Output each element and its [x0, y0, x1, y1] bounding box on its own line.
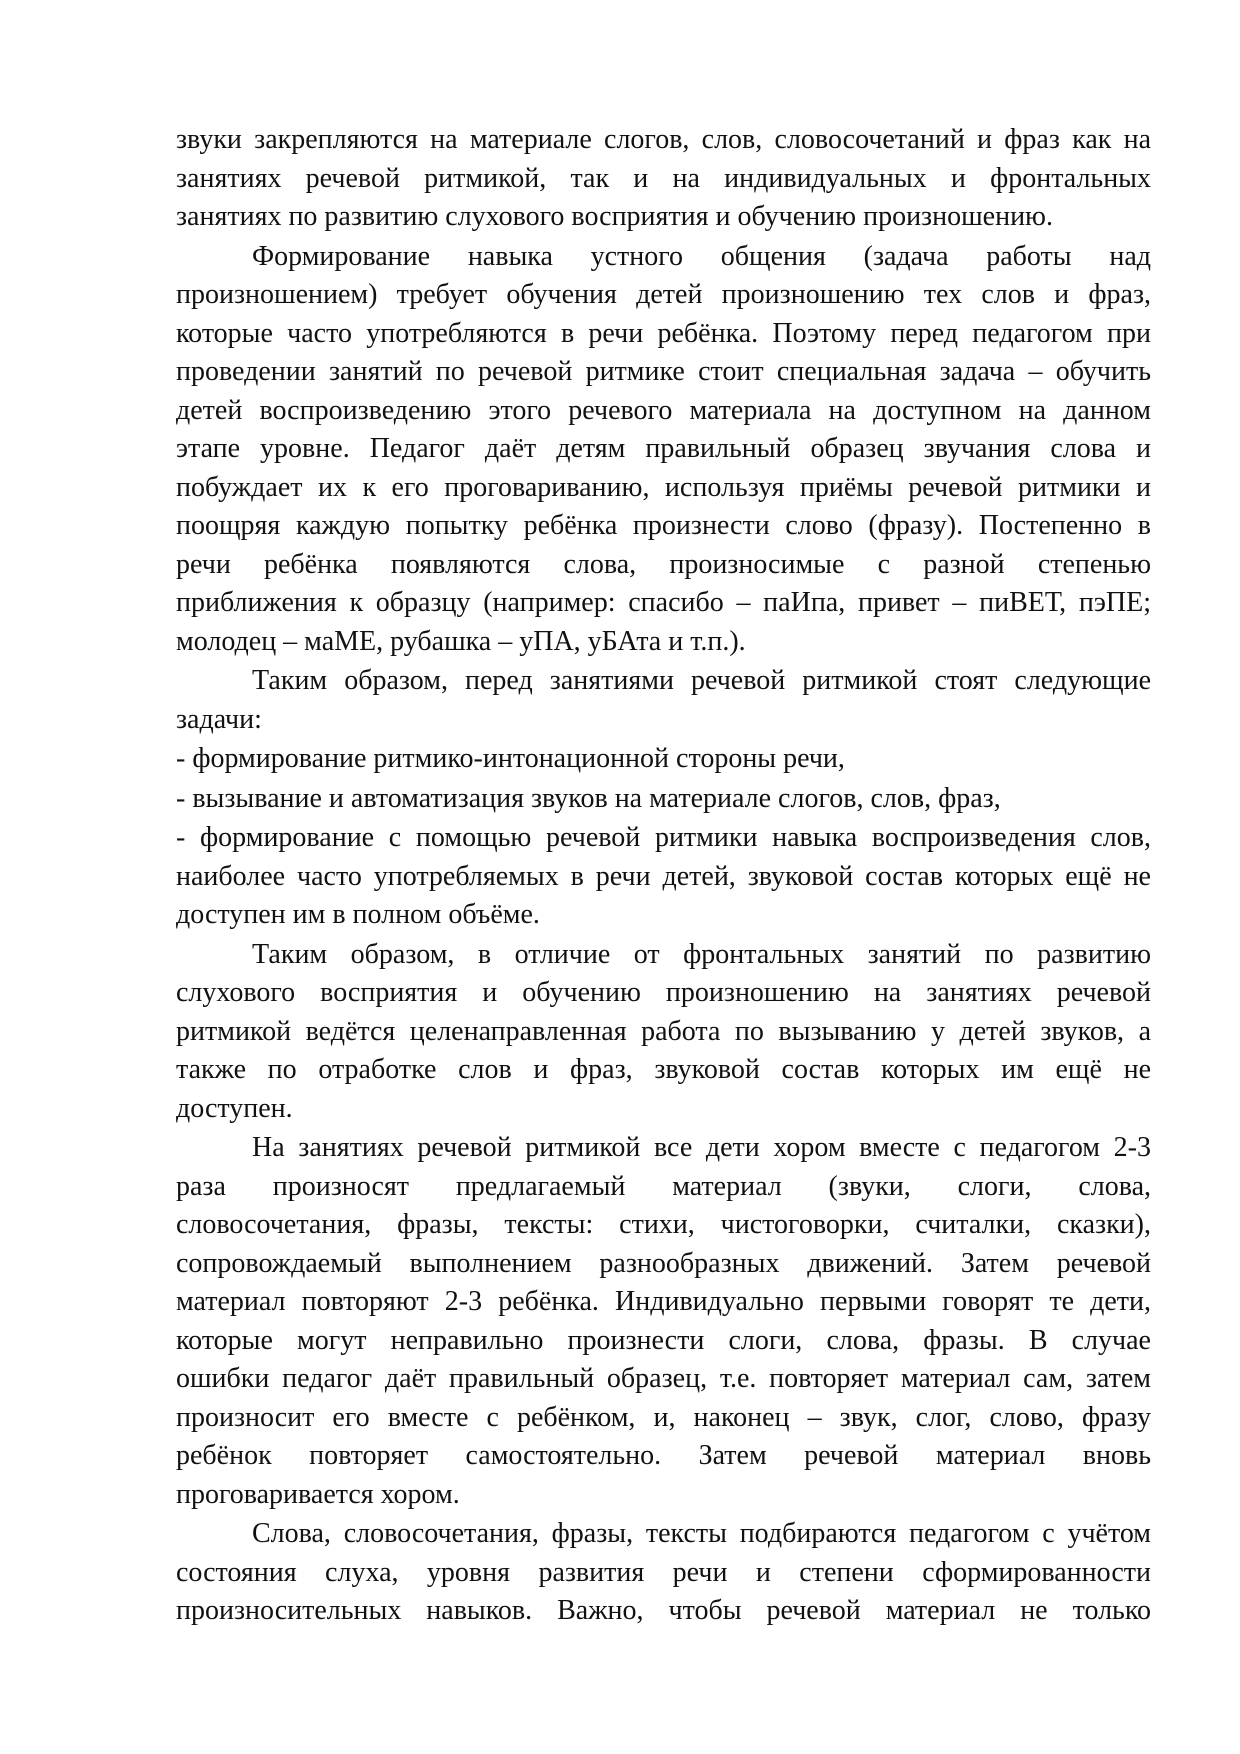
text-line: - формирование с помощью речевой ритмики навыка воспроизведения слов, [176, 822, 1151, 853]
text-line: раза произносят предлагаемый материал (звуки, слоги, слова, [176, 1170, 1151, 1202]
text-line: Таким образом, в отличие от фронтальных занятий по развитию [252, 938, 1151, 970]
text-line: произносительных навыков. Важно, чтобы речевой материал не только [176, 1595, 1151, 1626]
text-line: которые могут неправильно произнести слоги, слова, фразы. В случае [176, 1324, 1151, 1356]
paragraph [176, 780, 1151, 819]
text-line: - вызывание и автоматизация звуков на материале слогов, слов, фраз, [176, 782, 1001, 814]
text-line: ошибки педагог даёт правильный образец, т.е. повторяет материал сам, затем [176, 1363, 1151, 1394]
text-line: Формирование навыка устного общения (задача работы над [252, 240, 1151, 272]
paragraph [176, 662, 1151, 739]
text-line: материал повторяют 2-3 ребёнка. Индивидуально первыми говорят те дети, [176, 1286, 1151, 1317]
text-line: наиболее часто употребляемых в речи детей, звуковой состав которых ещё не [176, 860, 1151, 892]
text-line: доступен. [176, 1092, 293, 1124]
text-line: слухового восприятия и обучению произношению на занятиях речевой [176, 977, 1151, 1008]
text-line: занятиях по развитию слухового восприятия и обучению произношению. [176, 201, 1053, 232]
text-line: задачи: [176, 703, 262, 735]
text-line: занятиях речевой ритмикой, так и на индивидуальных и фронтальных [176, 162, 1151, 194]
text-line: Таким образом, перед занятиями речевой ритмикой стоят следующие [252, 665, 1151, 696]
text-line: доступен им в полном объёме. [176, 899, 540, 930]
paragraph [176, 238, 1151, 662]
text-line: детей воспроизведению этого речевого материала на доступном на данном [176, 394, 1151, 426]
text-line: ритмикой ведётся целенаправленная работа по вызыванию у детей звуков, а [176, 1015, 1151, 1047]
text-line: На занятиях речевой ритмикой все дети хором вместе с педагогом 2-3 [252, 1132, 1151, 1163]
text-line: которые часто употребляются в речи ребёнка. Поэтому перед педагогом при [176, 317, 1151, 349]
text-line: поощряя каждую попытку ребёнка произнести слово (фразу). Постепенно в [176, 510, 1151, 541]
paragraph [176, 936, 1151, 1129]
paragraph [176, 121, 1151, 237]
text-line: речи ребёнка появляются слова, произносимые с разной степенью [176, 548, 1151, 580]
text-line: состояния слуха, уровня развития речи и степени сформированности [176, 1556, 1151, 1588]
text-line: молодец – маМЕ, рубашка – уПА, уБАта и т.п.). [176, 625, 746, 657]
paragraph [176, 1129, 1151, 1514]
text-line: сопровождаемый выполнением разнообразных движений. Затем речевой [176, 1247, 1151, 1279]
text-line: этапе уровне. Педагог даёт детям правильный образец звучания слова и [176, 433, 1151, 464]
text-line: словосочетания, фразы, тексты: стихи, чистоговорки, считалки, сказки), [176, 1209, 1151, 1240]
text-line: Слова, словосочетания, фразы, тексты подбираются педагогом с учётом [252, 1518, 1151, 1549]
text-line: проговаривается хором. [176, 1478, 460, 1510]
text-line: ребёнок повторяет самостоятельно. Затем речевой материал вновь [176, 1440, 1151, 1471]
paragraph [176, 819, 1151, 935]
text-line: звуки закрепляются на материале слогов, слов, словосочетаний и фраз как на [176, 124, 1151, 155]
text-line: произносит его вместе с ребёнком, и, наконец – звук, слог, слово, фразу [176, 1401, 1151, 1433]
paragraph [176, 740, 1151, 779]
text-line: проведении занятий по речевой ритмике стоит специальная задача – обучить [176, 356, 1151, 387]
text-line: - формирование ритмико-интонационной стороны речи, [176, 743, 845, 774]
text-line: приближения к образцу (например: спасибо – паИпа, привет – пиВЕТ, пэПЕ; [176, 587, 1151, 618]
text-line: произношением) требует обучения детей произношению тех слов и фраз, [176, 279, 1151, 310]
paragraph [176, 1515, 1151, 1631]
text-line: также по отработке слов и фраз, звуковой состав которых им ещё не [176, 1054, 1151, 1085]
document-page [176, 121, 1151, 1632]
text-line: побуждает их к его проговариванию, используя приёмы речевой ритмики и [176, 471, 1151, 503]
